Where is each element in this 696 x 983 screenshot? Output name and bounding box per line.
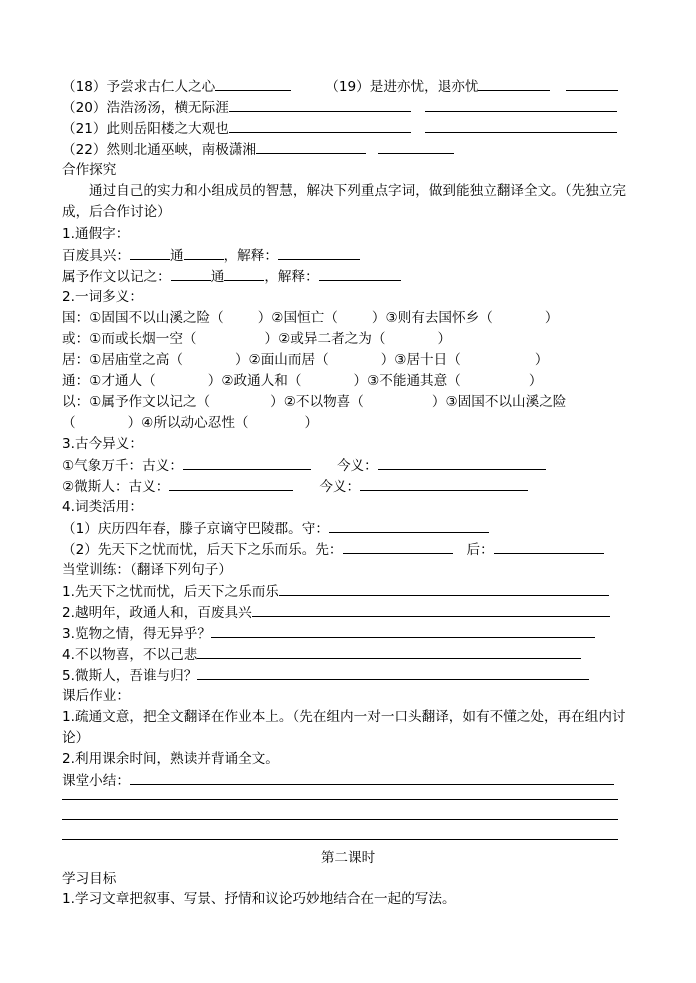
wc-r1-blank[interactable] — [329, 518, 489, 533]
tong-4: ） — [528, 373, 543, 389]
tongjia-heading: 1.通假字： — [62, 226, 130, 242]
tongjia-row2-explain: ，解释： — [264, 269, 319, 285]
yi-6: ） — [304, 415, 319, 431]
classwork-s5 — [62, 665, 634, 685]
am-r2-blank-modern[interactable] — [360, 476, 528, 491]
ancient-modern-heading: 3.古今异义： — [62, 436, 143, 452]
cw-s1-text: 1.先天下之忧而忧，后天下之乐而乐 — [62, 584, 279, 600]
polysemy-heading: 2.一词多义： — [62, 289, 143, 305]
cw-s3-text: 3.览物之情，得无异乎？ — [62, 626, 211, 642]
summary-line-2[interactable] — [62, 799, 618, 800]
summary-row — [62, 770, 634, 790]
am-r2-blank-ancient[interactable] — [169, 476, 293, 491]
cw-s5-text: 5.微斯人，吾谁与归？ — [62, 668, 198, 684]
polysemy-tong — [62, 371, 634, 391]
homework-item-2: 2.利用课余时间，熟读并背诵全文。 — [62, 751, 279, 767]
blank-20a[interactable] — [229, 97, 411, 112]
yi-3: ）③固国不以山溪之险 — [431, 394, 567, 410]
huo-3: ） — [437, 331, 452, 347]
recitation-line-22 — [62, 139, 634, 159]
lesson2-goals-heading: 学习目标 — [62, 871, 117, 887]
guo-3: ）③则有去国怀乡（ — [371, 310, 493, 326]
word-class-heading: 4.词类活用： — [62, 499, 143, 515]
tongjia-row-2 — [62, 266, 634, 286]
cw-s4-blank[interactable] — [197, 644, 581, 659]
blank-22a[interactable] — [256, 139, 366, 154]
coop-intro: 通过自己的实力和小组成员的智慧，解决下列重点字词，做到能独立翻译全文。（先独立完成，后合作讨论） — [62, 183, 626, 220]
tongjia-row2-blank-b[interactable] — [224, 266, 264, 281]
lesson2-goal-1: 1.学习文章把叙事、写景、抒情和议论巧妙地结合在一起的写法。 — [62, 891, 456, 907]
am-r2-ancient: ②微斯人：古义： — [62, 479, 170, 495]
tong-3: ）③不能通其意（ — [353, 373, 461, 389]
polysemy-ju — [62, 350, 634, 370]
polysemy-yi — [62, 392, 634, 412]
coop-heading: 合作探究 — [62, 162, 117, 178]
tongjia-row2-tong: 通 — [210, 269, 225, 285]
yi-1: 以：①属予作文以记之（ — [62, 394, 211, 410]
cw-s3-blank[interactable] — [211, 623, 595, 638]
ju-3: ）③居十日（ — [380, 352, 461, 368]
huo-2: ）②或异二者之为（ — [264, 331, 386, 347]
cw-s2-text: 2.越明年，政通人和，百废具兴 — [62, 605, 252, 621]
tongjia-row2-label: 属予作文以记之： — [62, 269, 171, 285]
tongjia-row2-blank-c[interactable] — [319, 266, 401, 281]
recitation-line-20 — [62, 97, 634, 117]
wc-r2-blank-a[interactable] — [343, 539, 453, 554]
classwork-heading: 当堂训练：（翻译下列句子） — [62, 562, 232, 578]
tongjia-row2-blank-a[interactable] — [171, 266, 211, 281]
yi-4: （ — [62, 415, 76, 431]
tong-2: ）②政通人和（ — [207, 373, 302, 389]
guo-1: 国：①固国不以山溪之险（ — [62, 310, 224, 326]
blank-21b[interactable] — [425, 118, 617, 133]
huo-1: 或：①而或长烟一空（ — [62, 331, 197, 347]
polysemy-huo — [62, 329, 634, 349]
classwork-s1 — [62, 581, 634, 601]
cw-s2-blank[interactable] — [252, 602, 610, 617]
guo-2: ）②国恒亡（ — [257, 310, 338, 326]
ju-4: ） — [534, 352, 549, 368]
blank-19b[interactable] — [566, 76, 618, 91]
polysemy-guo — [62, 308, 634, 328]
prompt-20: （20）浩浩汤汤，横无际涯 — [62, 100, 229, 116]
prompt-22: （22）然则北通巫峡，南极潇湘 — [62, 142, 257, 158]
word-class-row-1 — [62, 518, 634, 538]
ancient-modern-row-2 — [62, 476, 634, 496]
am-r1-modern: 今义： — [336, 458, 378, 474]
summary-line-3[interactable] — [62, 819, 618, 820]
cw-s4-text: 4.不以物喜，不以己悲 — [62, 647, 198, 663]
am-r1-blank-modern[interactable] — [378, 455, 546, 470]
classwork-s2 — [62, 602, 634, 622]
word-class-row-2 — [62, 539, 634, 559]
am-r2-modern: 今义： — [319, 479, 361, 495]
classwork-s4 — [62, 644, 634, 664]
classwork-s3 — [62, 623, 634, 643]
recitation-line-21 — [62, 118, 634, 138]
cw-s5-blank[interactable] — [197, 665, 589, 680]
ju-2: ）②面山而居（ — [234, 352, 329, 368]
homework-item-1: 1.疏通文意，把全文翻译在作业本上。（先在组内一对一口头翻译，如有不懂之处，再在组内讨论） — [62, 709, 626, 746]
tongjia-row1-blank-b[interactable] — [184, 245, 224, 260]
blank-19a[interactable] — [478, 76, 550, 91]
wc-r1-label: （1）庆历四年春，滕子京谪守巴陵郡。守： — [62, 521, 329, 537]
ancient-modern-row-1 — [62, 455, 634, 475]
summary-label: 课堂小结： — [62, 773, 130, 789]
guo-4: ） — [544, 310, 559, 326]
wc-r2-blank-b[interactable] — [494, 539, 604, 554]
ju-1: 居：①居庙堂之高（ — [62, 352, 183, 368]
summary-blank-1[interactable] — [130, 770, 614, 785]
cw-s1-blank[interactable] — [279, 581, 609, 596]
tongjia-row1-blank-a[interactable] — [130, 245, 170, 260]
blank-20b[interactable] — [425, 97, 617, 112]
lesson2-title: 第二课时 — [320, 850, 376, 866]
prompt-18: （18）予尝求古仁人之心 — [62, 79, 216, 95]
homework-heading: 课后作业： — [62, 688, 130, 704]
prompt-19: （19）是进亦忧，退亦忧 — [325, 79, 479, 95]
am-r1-ancient: ①气象万千：古义： — [62, 458, 183, 474]
summary-line-4[interactable] — [62, 839, 618, 840]
blank-21a[interactable] — [229, 118, 411, 133]
am-r1-blank-ancient[interactable] — [183, 455, 311, 470]
wc-r2-label: （2）先天下之忧而忧，后天下之乐而乐。先： — [62, 542, 343, 558]
recitation-line-18-19 — [62, 76, 634, 96]
tongjia-row1-label: 百废具兴： — [62, 248, 130, 264]
yi-2: ）②不以物喜（ — [270, 394, 364, 410]
polysemy-yi-cont — [62, 413, 634, 433]
tongjia-row1-blank-c[interactable] — [278, 245, 360, 260]
prompt-21: （21）此则岳阳楼之大观也 — [62, 121, 229, 137]
yi-5: ）④所以动心忍性（ — [127, 415, 249, 431]
wc-r2-hou: 后： — [466, 542, 494, 558]
tongjia-row-1 — [62, 245, 634, 265]
tongjia-row1-tong: 通 — [169, 248, 184, 264]
blank-18[interactable] — [215, 76, 291, 91]
tongjia-row1-explain: ，解释： — [223, 248, 278, 264]
tong-1: 通：①才通人（ — [62, 373, 156, 389]
blank-22b[interactable] — [378, 139, 454, 154]
